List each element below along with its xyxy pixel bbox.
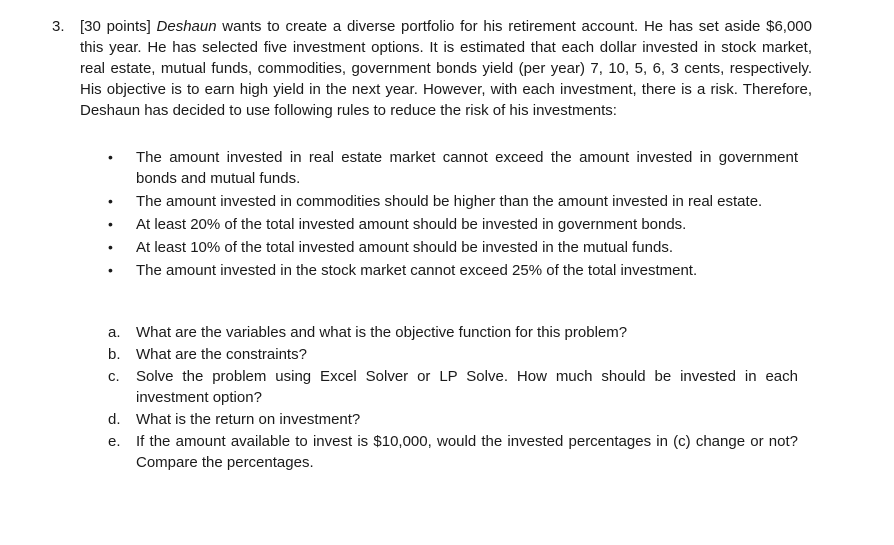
question-letter: d.	[108, 411, 121, 428]
rule-item	[108, 237, 798, 258]
problem-intro	[80, 16, 812, 121]
rule-item	[108, 214, 798, 235]
rules-list	[108, 147, 798, 283]
question-item	[108, 344, 798, 365]
question-text: If the amount available to invest is $10,000, would the invested percentages in (c) change or not? Compare the percentages.	[136, 433, 798, 471]
problem-statement	[52, 16, 812, 121]
rule-text: At least 20% of the total invested amount should be invested in government bonds.	[136, 216, 687, 233]
question-text: What are the variables and what is the objective function for this problem?	[136, 324, 628, 341]
question-text: What are the constraints?	[136, 346, 307, 363]
points-label: [30 points]	[80, 18, 151, 35]
question-text: What is the return on investment?	[136, 411, 361, 428]
bullet-icon: •	[108, 239, 113, 255]
problem-number: 3.	[52, 18, 65, 35]
questions-list	[108, 322, 798, 474]
question-letter: e.	[108, 433, 121, 450]
bullet-icon: •	[108, 193, 113, 209]
question-item	[108, 366, 798, 408]
question-letter: b.	[108, 346, 121, 363]
question-item	[108, 431, 798, 473]
rule-text: At least 10% of the total invested amount should be invested in the mutual funds.	[136, 239, 674, 256]
intro-text: wants to create a diverse portfolio for his retirement account. He has set aside $6,000 this year. He has selected five investment options. It is estimated that each dollar invested in stock market, real estate, mutual funds, commodities, government bonds yield (per year) 7, 10, 5, 6, 3 cents, respectively. His objective is to earn high yield in the next year. However, with each investment, there is a risk. Therefore, Deshaun has decided to use following rules to reduce the risk of his investments:	[80, 18, 812, 119]
question-letter: a.	[108, 324, 121, 341]
person-name: Deshaun	[156, 18, 217, 35]
question-letter: c.	[108, 368, 120, 385]
question-item	[108, 322, 798, 343]
rule-item	[108, 191, 798, 212]
question-item	[108, 409, 798, 430]
bullet-icon: •	[108, 216, 113, 232]
rule-text: The amount invested in commodities should be higher than the amount invested in real estate.	[136, 193, 763, 210]
rule-text: The amount invested in the stock market cannot exceed 25% of the total investment.	[136, 262, 698, 279]
bullet-icon: •	[108, 149, 113, 165]
problem-3	[52, 16, 812, 121]
question-text: Solve the problem using Excel Solver or LP Solve. How much should be invested in each investment option?	[136, 368, 798, 406]
rule-item	[108, 260, 798, 281]
bullet-icon: •	[108, 262, 113, 278]
rule-text: The amount invested in real estate market cannot exceed the amount invested in government bonds and mutual funds.	[136, 149, 798, 187]
rule-item	[108, 147, 798, 189]
